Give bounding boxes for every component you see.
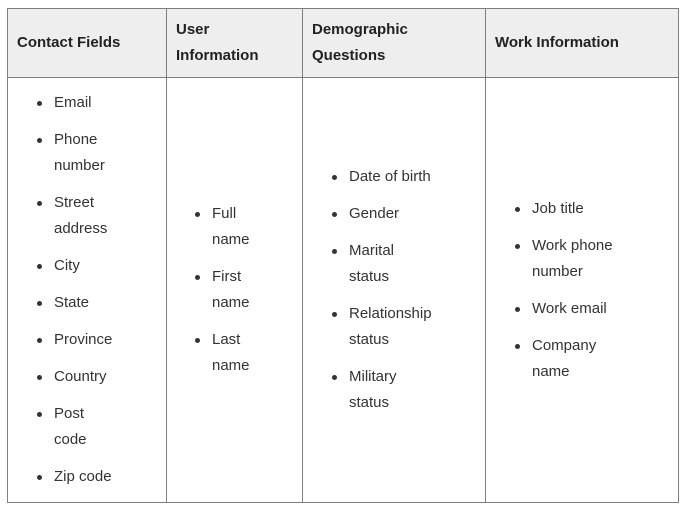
list-item-text: Phone <box>54 131 98 148</box>
bullet-icon <box>332 375 337 380</box>
bullet-icon <box>332 175 337 180</box>
list-item-text: Last <box>212 331 241 348</box>
bullet-icon <box>515 244 520 249</box>
list-item-text: status <box>349 268 390 285</box>
bullet-icon <box>37 301 42 306</box>
header-demographic-questions-line1: Demographic <box>312 21 408 38</box>
list-item-text: Job title <box>532 199 584 217</box>
bullet-icon <box>332 212 337 217</box>
list-item-text: status <box>349 331 390 348</box>
bullet-icon <box>37 264 42 269</box>
list-item-text: Military <box>349 368 397 385</box>
bullet-icon <box>37 338 42 343</box>
list-item-text: Province <box>54 331 113 348</box>
header-row <box>8 9 679 78</box>
contact-fields-list <box>54 90 166 490</box>
body-row <box>8 78 679 503</box>
list-item <box>54 290 166 316</box>
demographic-questions-list <box>349 164 485 416</box>
bullet-icon <box>37 475 42 480</box>
bullet-icon <box>195 212 200 217</box>
bullet-icon <box>515 207 520 212</box>
list-item-text: status <box>349 394 390 411</box>
list-item <box>212 201 302 253</box>
list-item-text: Relationship <box>349 305 432 322</box>
list-item <box>54 464 166 490</box>
bullet-icon <box>195 338 200 343</box>
header-user-information-line1: User <box>176 21 210 38</box>
header-demographic-questions <box>303 9 486 78</box>
list-item-text: name <box>532 362 570 380</box>
list-item-text: Full <box>212 205 237 222</box>
list-item <box>212 264 302 316</box>
header-demographic-questions-line2: Questions <box>312 47 386 64</box>
list-item-text: Gender <box>349 205 400 222</box>
list-item <box>54 327 166 353</box>
user-information-list <box>212 201 302 379</box>
list-item-text: code <box>54 431 87 448</box>
list-item-text: Country <box>54 368 107 385</box>
list-item-text: First <box>212 268 242 285</box>
list-item-text: Zip code <box>54 468 112 485</box>
list-item <box>532 333 678 385</box>
list-item-text: Post <box>54 405 85 422</box>
list-item <box>349 301 485 353</box>
cell-user-information <box>167 78 303 503</box>
bullet-icon <box>37 375 42 380</box>
list-item-text: Street <box>54 194 95 211</box>
list-item-text: number <box>54 157 105 174</box>
list-item <box>54 127 166 179</box>
header-work-information-label: Work Information <box>495 34 619 51</box>
header-contact-fields <box>8 9 167 78</box>
list-item-text: number <box>532 262 583 280</box>
list-item-text: Work phone <box>532 236 613 254</box>
list-item <box>349 238 485 290</box>
list-item-text: City <box>54 257 80 274</box>
bullet-icon <box>332 312 337 317</box>
list-item-text: Email <box>54 94 92 111</box>
list-item-text: name <box>212 357 250 374</box>
cell-contact-fields <box>8 78 167 503</box>
bullet-icon <box>515 344 520 349</box>
bullet-icon <box>37 412 42 417</box>
list-item-text: Date of birth <box>349 168 431 185</box>
list-item-text: name <box>212 231 250 248</box>
bullet-icon <box>37 138 42 143</box>
header-work-information <box>486 9 679 78</box>
fields-table <box>7 8 679 503</box>
header-contact-fields-label: Contact Fields <box>17 34 121 51</box>
header-user-information <box>167 9 303 78</box>
bullet-icon <box>332 249 337 254</box>
work-information-list <box>532 196 678 385</box>
list-item <box>212 327 302 379</box>
bullet-icon <box>515 307 520 312</box>
list-item-text: State <box>54 294 90 311</box>
list-item-text: name <box>212 294 250 311</box>
list-item-text: Marital <box>349 242 395 259</box>
list-item <box>54 190 166 242</box>
bullet-icon <box>37 101 42 106</box>
list-item <box>532 233 678 285</box>
list-item <box>532 196 678 222</box>
list-item <box>54 364 166 390</box>
list-item <box>54 253 166 279</box>
list-item <box>532 296 678 322</box>
bullet-icon <box>37 201 42 206</box>
list-item-text: address <box>54 220 108 237</box>
list-item <box>349 164 485 190</box>
list-item <box>54 401 166 453</box>
list-item <box>349 201 485 227</box>
cell-demographic-questions <box>303 78 486 503</box>
bullet-icon <box>195 275 200 280</box>
list-item <box>54 90 166 116</box>
cell-work-information <box>486 78 679 503</box>
list-item-text: Company <box>532 336 597 354</box>
header-user-information-line2: Information <box>176 47 259 64</box>
list-item <box>349 364 485 416</box>
list-item-text: Work email <box>532 299 607 317</box>
